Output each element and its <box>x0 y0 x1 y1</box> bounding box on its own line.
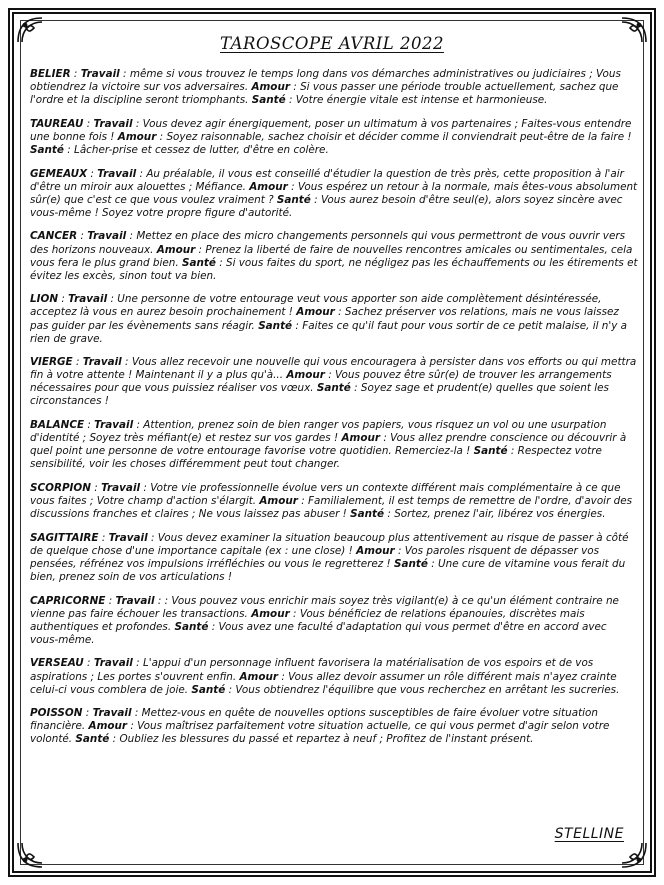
work-label: Travail <box>94 419 134 432</box>
sign-name: VERSEAU <box>30 657 84 670</box>
work-label: Travail <box>68 293 108 306</box>
love-label: Amour <box>251 607 290 620</box>
work-label: Travail <box>80 68 120 80</box>
love-text: Familialement, il est temps de remettre de l'ordre, d'avoir des discussions franches et claires ; Ne vous laissez pas abuser ! <box>30 495 633 521</box>
work-text: même si vous trouvez le temps long dans vos démarches administratives ou judiciaires ; Vous obtiendrez la victoire sur vos adversaires. <box>30 68 621 94</box>
page-title <box>0 34 664 54</box>
horoscope-entry: SCORPION : Travail : Votre vie professionnelle évolue vers un contexte différent mais complémentaire à ce que vous faites ; Votre champ d'action s'élargit. Amour : Familialement, il est temps de remettre de l'ordre, d'avoir des discussions franches et claires ; Ne vous laissez pas abuser ! Santé : Sortez, prenez l'air, libérez vos énergies. <box>30 481 633 521</box>
love-text: Sachez préserver vos relations, mais ne vous laissez pas guider par les évènements sans réagir. <box>30 306 619 332</box>
health-text: Vous aurez besoin d'être seul(e), alors soyez sincère avec vous-même ! Soyez votre propre figure d'autorité. <box>30 193 623 219</box>
love-text: Si vous passer une période trouble actuellement, sachez que l'ordre et la discipline seront triomphants. <box>30 81 619 107</box>
health-text: Une cure de vitamine vous ferait du bien, prenez soin de vos articulations ! <box>30 557 626 583</box>
work-text: Vous devez agir énergiquement, poser un ultimatum à vos partenaires ; Faites-vous entendre une bonne fois ! <box>30 117 632 143</box>
love-label: Amour <box>156 243 196 256</box>
health-text: Sortez, prenez l'air, libérez vos énergies. <box>394 508 606 521</box>
horoscope-entry: SAGITTAIRE : Travail : Vous devez examiner la situation beaucoup plus attentivement au risque de passer à côté de quelque chose d'une importance capitale (ex : une close) ! Amour : Vos paroles risquent de dépasser vos pensées, réfrénez vos impulsions irréfléchies ou vous le regretterez ! Santé : Une cure de vitamine vous ferait du bien, prenez soin de vos articulations ! <box>30 531 629 583</box>
work-label: Travail <box>101 481 141 494</box>
work-label: Travail <box>115 594 155 607</box>
work-text: Vous allez recevoir une nouvelle qui vous encouragera à persister dans vos efforts ou qui mettra fin à votre attente ! Maintenant il y a plus qu'à... <box>30 356 637 382</box>
health-label: Santé <box>191 683 226 696</box>
health-text: Vous avez une faculté d'adaptation qui vous permet d'être en accord avec vous-même. <box>30 620 607 646</box>
sign-name: CANCER <box>30 230 78 243</box>
work-text: Mettez-vous en quête de nouvelles options susceptibles de faire évoluer votre situation financière. <box>30 707 598 733</box>
work-text: Attention, prenez soin de bien ranger vos papiers, vous risquez un vol ou une usurpation d'identité ; Soyez très méfiant(e) et restez sur vos gardes ! <box>30 419 607 445</box>
horoscope-entry: POISSON : Travail : Mettez-vous en quête de nouvelles options susceptibles de faire évoluer votre situation financière. Amour : Vous maîtrisez parfaitement votre situation actuelle, ce qui vous permet d'agir selon votre volonté. Santé : Oubliez les blessures du passé et repartez à neuf ; Profitez de l'instant présent. <box>30 707 610 746</box>
work-label: Travail <box>93 117 133 130</box>
horoscope-entry: GEMEAUX : Travail : Au préalable, il vous est conseillé d'étudier la question de très près, cette proposition à l'air d'être un miroir aux alouettes ; Méfiance. Amour : Vous espérez un retour à la normale, mais êtes-vous absolument sûr(e) que c'est ce que vous voulez vraiment ? Santé : Vous aurez besoin d'être seul(e), alors soyez sincère avec vous-même ! Soyez votre propre figure d'autorité. <box>30 167 638 219</box>
sign-name: POISSON <box>30 707 83 720</box>
health-text: Si vous faites du sport, ne négligez pas les échauffements ou les étirements et évitez les excès, sinon tout va bien. <box>30 256 638 282</box>
sign-name: TAUREAU <box>30 117 84 130</box>
health-text: Vous obtiendrez l'équilibre que vous recherchez en arrêtant les sucreries. <box>235 683 620 696</box>
health-label: Santé <box>181 256 216 269</box>
love-text: Vous espérez un retour à la normale, mais êtes-vous absolument sûr(e) que c'est ce que vous voulez vraiment ? <box>30 180 638 206</box>
work-text: L'appui d'un personnage influent favorisera la matérialisation de vos espoirs et de vos aspirations ; Les portes s'ouvrent enfin. <box>30 657 594 683</box>
love-label: Amour <box>356 544 395 557</box>
health-text: Lâcher-prise et cessez de lutter, d'être en colère. <box>74 143 329 156</box>
health-text: Votre énergie vitale est intense et harmonieuse. <box>295 94 548 107</box>
corner-ornament-icon <box>620 841 648 869</box>
sign-name: VIERGE <box>30 356 73 369</box>
work-text: Vous devez examiner la situation beaucoup plus attentivement au risque de passer à côté de quelque chose d'une importance capitale (ex : une close) ! <box>30 531 629 557</box>
horoscope-list <box>30 68 638 757</box>
sign-name: BALANCE <box>30 419 85 432</box>
horoscope-entry: BELIER : Travail : même si vous trouvez le temps long dans vos démarches administratives ou judiciaires ; Vous obtiendrez la victoire sur vos adversaires. Amour : Si vous passer une période trouble actuellement, sachez que l'ordre et la discipline seront triomphants. Santé : Votre énergie vitale est intense et harmonieuse. <box>30 68 621 107</box>
work-label: Travail <box>92 707 132 720</box>
health-label: Santé <box>316 382 351 395</box>
work-text: Au préalable, il vous est conseillé d'étudier la question de très près, cette proposition à l'air d'être un miroir aux alouettes ; Méfiance. <box>30 167 624 193</box>
work-label: Travail <box>82 356 122 369</box>
horoscope-entry: CAPRICORNE : Travail : : Vous pouvez vous enrichir mais soyez très vigilant(e) à ce qu'un élément contraire ne vienne pas faire échouer les transactions. Amour : Vous bénéficiez de relations épanouies, discrètes mais authentiques et profondes. Santé : Vous avez une faculté d'adaptation qui vous permet d'être en accord avec vous-même. <box>30 594 619 646</box>
horoscope-entry: TAUREAU : Travail : Vous devez agir énergiquement, poser un ultimatum à vos partenaires ; Faites-vous entendre une bonne fois ! Amour : Soyez raisonnable, sachez choisir et décider comme il conviendrait peut-être de la faire ! Santé : Lâcher-prise et cessez de lutter, d'être en colère. <box>30 117 632 156</box>
health-label: Santé <box>276 193 311 206</box>
health-label: Santé <box>251 94 286 107</box>
work-label: Travail <box>108 531 148 544</box>
health-label: Santé <box>350 508 385 521</box>
health-label: Santé <box>30 143 64 156</box>
love-text: Vos paroles risquent de dépasser vos pensées, réfrénez vos impulsions irréfléchies ou vous le regretterez ! <box>30 544 600 570</box>
horoscope-entry: VERSEAU : Travail : L'appui d'un personnage influent favorisera la matérialisation de vos espoirs et de vos aspirations ; Les portes s'ouvrent enfin. Amour : Vous allez devoir assumer un rôle différent mais n'ayez crainte celui-ci vous comblera de joie. Santé : Vous obtiendrez l'équilibre que vous recherchez en arrêtant les sucreries. <box>30 657 620 696</box>
sign-name: BELIER <box>30 68 71 80</box>
sign-name: CAPRICORNE <box>30 594 106 607</box>
health-label: Santé <box>75 733 110 746</box>
horoscope-entry: VIERGE : Travail : Vous allez recevoir une nouvelle qui vous encouragera à persister dans vos efforts ou qui mettra fin à votre attente ! Maintenant il y a plus qu'à... Amour : Vous pouvez être sûr(e) de trouver les arrangements nécessaires pour que vous puissiez réaliser vos vœux. Santé : Soyez sage et prudent(e) quelles que soient les circonstances ! <box>30 356 637 408</box>
love-text: Vous maîtrisez parfaitement votre situation actuelle, ce qui vous permet d'agir selon votre volonté. <box>30 720 610 746</box>
sign-name: LION <box>30 293 59 306</box>
love-label: Amour <box>117 130 157 143</box>
love-label: Amour <box>239 670 279 683</box>
love-text: Vous pouvez être sûr(e) de trouver les arrangements nécessaires pour que vous puissiez réaliser vos vœux. <box>30 369 612 395</box>
health-label: Santé <box>473 445 508 458</box>
horoscope-entry: BALANCE : Travail : Attention, prenez soin de bien ranger vos papiers, vous risquez un vol ou une usurpation d'identité ; Soyez très méfiant(e) et restez sur vos gardes ! Amour : Vous allez prendre conscience ou découvrir à quel point une personne de votre entourage favorise votre quotidien. Remerciez-la ! Santé : Respectez votre sensibilité, voir les choses différemment peut tout changer. <box>30 419 627 471</box>
love-label: Amour <box>286 369 325 382</box>
sign-name: SCORPION <box>30 481 91 494</box>
work-label: Travail <box>87 230 127 243</box>
love-label: Amour <box>296 306 335 319</box>
horoscope-entry: LION : Travail : Une personne de votre entourage veut vous apporter son aide complètement désintéressée, acceptez là vous en aurez besoin prochainement ! Amour : Sachez préserver vos relations, mais ne vous laissez pas guider par les évènements sans réagir. Santé : Faites ce qu'il faut pour vous sortir de ce petit malaise, il n'y a rien de grave. <box>30 293 628 345</box>
love-label: Amour <box>249 180 288 193</box>
page-title-text: TAROSCOPE AVRIL 2022 <box>220 34 444 53</box>
health-label: Santé <box>394 557 428 570</box>
love-label: Amour <box>88 720 128 733</box>
work-text: Votre vie professionnelle évolue vers un contexte différent mais complémentaire à ce que vous faites ; Votre champ d'action s'élargit. <box>30 481 621 508</box>
love-text: Vous bénéficiez de relations épanouies, discrètes mais authentiques et profondes. <box>30 607 585 633</box>
work-text: Une personne de votre entourage veut vous apporter son aide complètement désintéressée, acceptez là vous en aurez besoin prochainement ! <box>30 293 602 319</box>
sign-name: SAGITTAIRE <box>30 531 99 544</box>
love-label: Amour <box>341 432 381 445</box>
love-text: Vous allez devoir assumer un rôle différent mais n'ayez crainte celui-ci vous comblera de joie. <box>30 670 617 696</box>
horoscope-entry: CANCER : Travail : Mettez en place des micro changements personnels qui vous permettront de vous ouvrir vers des horizons nouveaux. Amour : Prenez la liberté de faire de nouvelles rencontres amicales ou sentimentales, cela vous fera le plus grand bien. Santé : Si vous faites du sport, ne négligez pas les échauffements ou les étirements et évitez les excès, sinon tout va bien. <box>30 230 638 282</box>
love-label: Amour <box>251 81 290 94</box>
health-label: Santé <box>258 319 293 332</box>
work-label: Travail <box>97 167 137 180</box>
health-text: Respectez votre sensibilité, voir les choses différemment peut tout changer. <box>30 445 602 471</box>
sign-name: GEMEAUX <box>30 167 88 180</box>
corner-ornament-icon <box>16 841 44 869</box>
health-text: Oubliez les blessures du passé et repartez à neuf ; Profitez de l'instant présent. <box>119 733 534 746</box>
love-text: Prenez la liberté de faire de nouvelles rencontres amicales ou sentimentales, cela vous fera le plus grand bien. <box>30 243 633 269</box>
love-label: Amour <box>259 495 298 508</box>
work-text: Mettez en place des micro changements personnels qui vous permettront de vous ouvrir vers des horizons nouveaux. <box>30 230 626 256</box>
health-label: Santé <box>174 620 209 633</box>
love-text: Vous allez prendre conscience ou découvrir à quel point une personne de votre entourage favorise votre quotidien. Remerciez-la ! <box>30 432 627 458</box>
author-signature: STELLINE <box>554 826 624 842</box>
work-text: : Vous pouvez vous enrichir mais soyez très vigilant(e) à ce qu'un élément contraire ne vienne pas faire échouer les transactions. <box>30 594 619 620</box>
work-label: Travail <box>93 657 133 670</box>
love-text: Soyez raisonnable, sachez choisir et décider comme il conviendrait peut-être de la faire ! <box>166 130 632 143</box>
health-text: Faites ce qu'il faut pour vous sortir de ce petit malaise, il n'y a rien de grave. <box>30 319 628 345</box>
health-text: Soyez sage et prudent(e) quelles que soient les circonstances ! <box>30 382 609 408</box>
